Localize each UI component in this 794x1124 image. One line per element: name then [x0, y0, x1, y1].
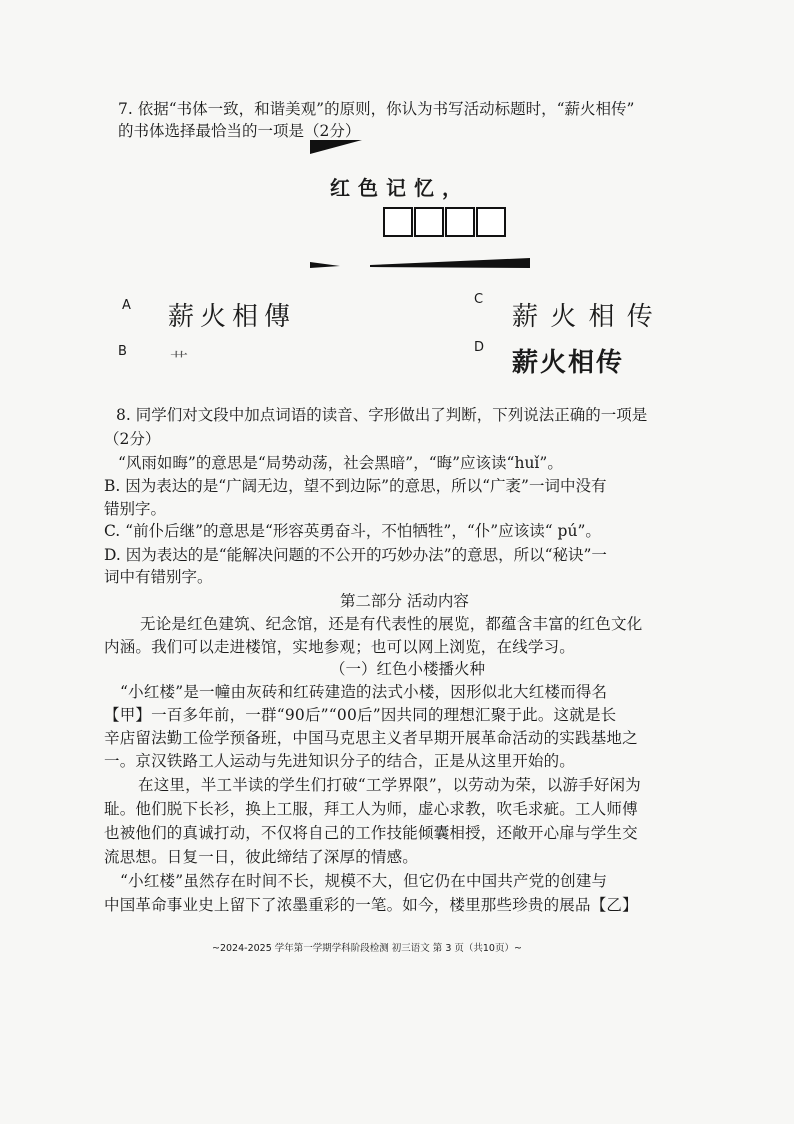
option-c-calligraphy: 薪 火 相 传	[512, 302, 655, 332]
option-d-label: D	[474, 340, 485, 355]
q8-option-b-line1: B. 因为表达的是“广阔无边，望不到边际”的意思，所以“广袤”一词中没有	[104, 477, 607, 495]
para3-line1: “小红楼”虽然存在时间不长，规模不大，但它仍在中国共产党的创建与	[120, 872, 608, 890]
q8-option-c: C. “前仆后继”的意思是“形容英勇奋斗，不怕牺牲”，“仆”应该读“ pú”。	[104, 522, 601, 540]
q7-line2: 的书体选择最恰当的一项是（2分）	[118, 122, 361, 140]
option-a-label: A	[122, 298, 131, 313]
para1-line1: “小红楼”是一幢由灰砖和红砖建造的法式小楼，因形似北大红楼而得名	[120, 683, 608, 701]
para3-line2: 中国革命事业史上留下了浓墨重彩的一笔。如今，楼里那些珍贵的展品【乙】	[104, 896, 638, 914]
q8-option-d-line1: D. 因为表达的是“能解决问题的不公开的巧妙办法”的意思，所以“秘诀”一	[104, 546, 607, 564]
para1-line2: 【甲】一百多年前，一群“90后”“00后”因共同的理想汇聚于此。这就是长	[104, 706, 617, 724]
option-c-label: C	[474, 292, 484, 307]
q8-option-d-line2: 词中有错别字。	[104, 568, 213, 586]
banner-bottom-right-stroke	[370, 258, 530, 268]
q8-line2: （2分）	[104, 430, 161, 448]
title-blank-box-4	[476, 207, 506, 237]
option-b-label: B	[118, 344, 127, 359]
banner-illustration	[300, 136, 540, 276]
para1-line3: 辛店留法勤工俭学预备班，中国马克思主义者早期开展革命活动的实践基地之	[104, 729, 638, 747]
part2-heading: 第二部分 活动内容	[340, 592, 469, 610]
q8-line1: 8. 同学们对文段中加点词语的读音、字形做出了判断，下列说法正确的一项是	[116, 406, 648, 424]
q7-line1: 7. 依据“书体一致，和谐美观”的原则，你认为书写活动标题时，“薪火相传”	[118, 100, 635, 118]
para1-line4: 一。京汉铁路工人运动与先进知识分子的结合，正是从这里开始的。	[104, 752, 576, 770]
q8-option-b-line2: 错别字。	[104, 500, 167, 518]
option-b-calligraphy: 艹	[170, 350, 188, 371]
section-1-heading: （一）红色小楼播火种	[330, 660, 486, 678]
title-blank-box-2	[414, 207, 444, 237]
option-a-calligraphy: 薪火相傳	[168, 302, 297, 332]
banner-bottom-left-stroke	[310, 262, 340, 268]
para2-line2: 耻。他们脱下长衫，换上工服，拜工人为师，虚心求教，吹毛求疵。工人师傅	[104, 800, 638, 818]
option-d-calligraphy: 薪火相传	[512, 348, 625, 378]
banner-title: 红色记忆，	[330, 176, 470, 200]
banner-top-stroke	[310, 140, 362, 154]
title-blank-box-3	[445, 207, 475, 237]
part2-intro-line1: 无论是红色建筑、纪念馆，还是有代表性的展览，都蕴含丰富的红色文化	[140, 615, 643, 633]
title-blank-box-1	[383, 207, 413, 237]
para2-line4: 流思想。日复一日，彼此缔结了深厚的情感。	[104, 848, 419, 866]
q8-option-a: “风雨如晦”的意思是“局势动荡，社会黑暗”，“晦”应该读“huǐ”。	[118, 454, 563, 472]
part2-intro-line2: 内涵。我们可以走进楼馆，实地参观；也可以网上浏览，在线学习。	[104, 638, 576, 656]
para2-line3: 也被他们的真诚打动，不仅将自己的工作技能倾囊相授，还敞开心扉与学生交	[104, 824, 638, 842]
page-footer: ~2024-2025 学年第一学期学科阶段检测 初三语文 第 3 页（共10页）~	[212, 943, 522, 954]
para2-line1: 在这里，半工半读的学生们打破“工学界限”，以劳动为荣，以游手好闲为	[138, 776, 641, 794]
